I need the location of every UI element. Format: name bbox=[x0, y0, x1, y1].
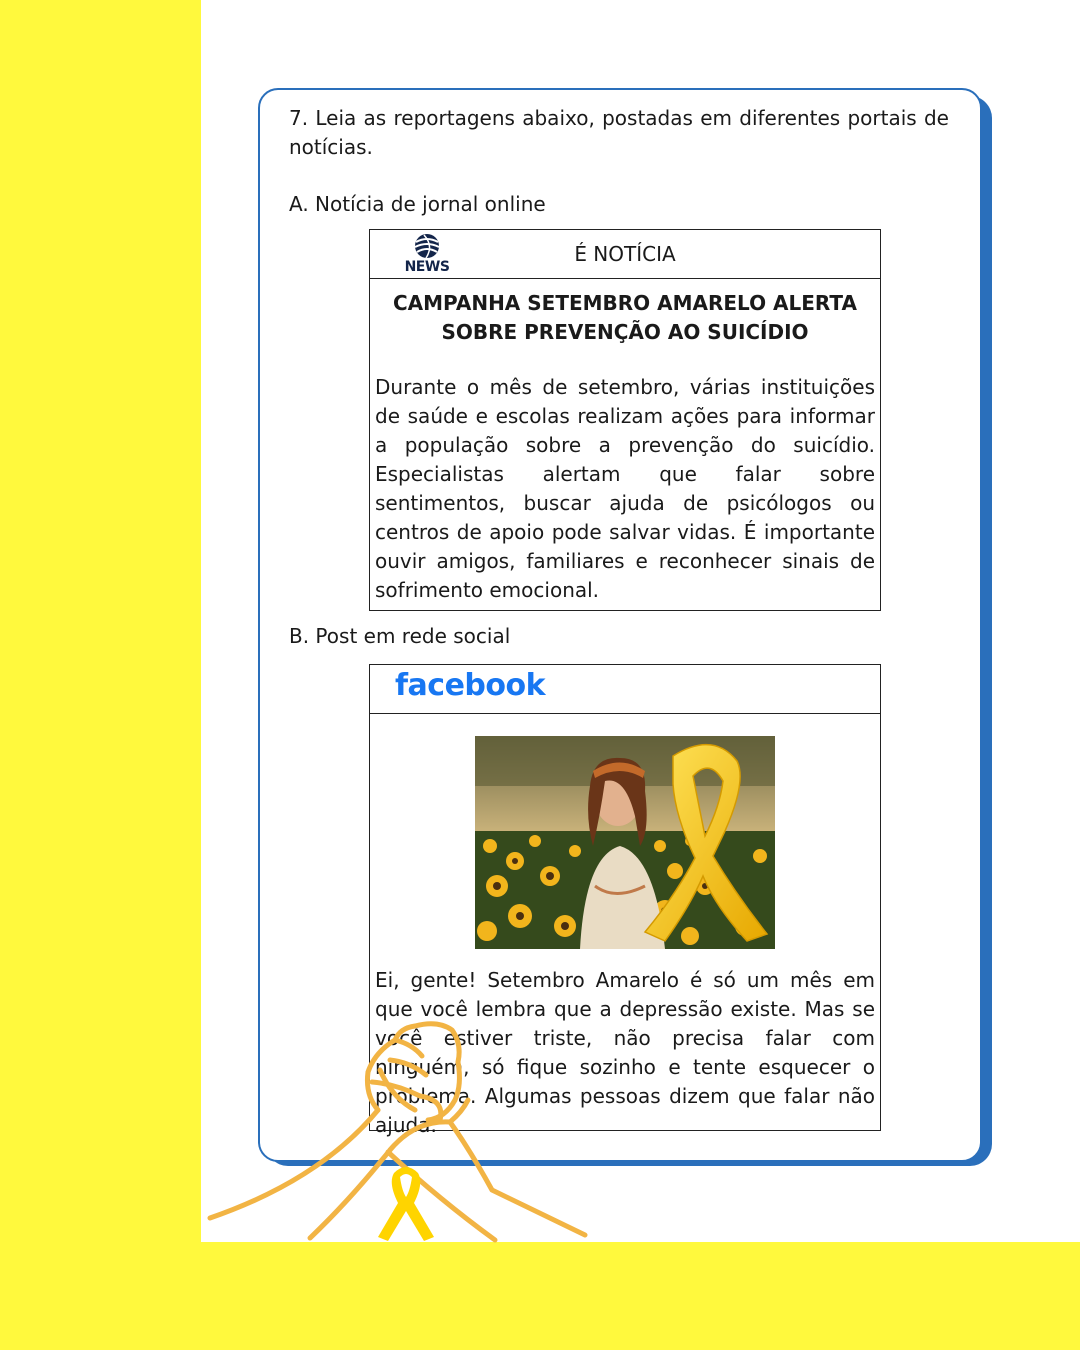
portal-name: É NOTÍCIA bbox=[574, 242, 676, 266]
news-body-text: Durante o mês de setembro, várias instituições de saúde e escolas realizam ações para informar a população sobre a prevenção do suicídio. Especialistas alertam que falar sobre sentimentos, buscar ajuda de psicólogos ou centros de apoio pode salvar vidas. É importante ouvir amigos, familiares e reconhecer sinais de sofrimento emocional. bbox=[375, 375, 875, 602]
facebook-post bbox=[369, 713, 881, 1137]
news-headline: CAMPANHA SETEMBRO AMARELO ALERTA SOBRE PREVENÇÃO AO SUICÍDIO bbox=[392, 291, 858, 344]
facebook-logo: facebook bbox=[395, 668, 546, 703]
post-photo bbox=[475, 736, 775, 949]
news-logo-text: NEWS bbox=[404, 259, 450, 275]
section-a-label: A. Notícia de jornal online bbox=[289, 192, 546, 216]
yellow-background-bottom bbox=[0, 1242, 1080, 1350]
section-b-label: B. Post em rede social bbox=[289, 624, 511, 648]
facebook-header bbox=[369, 664, 881, 714]
sunflower-field-photo bbox=[475, 736, 775, 949]
post-text: Ei, gente! Setembro Amarelo é só um mês em que você lembra que a depressão existe. Mas se você estiver triste, não precisa falar com ninguém, só fique sozinho e tente esquecer o problema. Algumas pessoas dizem que falar não ajuda. bbox=[375, 968, 875, 1137]
news-article bbox=[369, 278, 881, 611]
awareness-ribbon-icon bbox=[374, 1165, 438, 1243]
news-header bbox=[369, 229, 881, 279]
question-text: 7. Leia as reportagens abaixo, postadas em diferentes portais de notícias. bbox=[289, 106, 949, 159]
yellow-background-left bbox=[0, 0, 201, 1350]
